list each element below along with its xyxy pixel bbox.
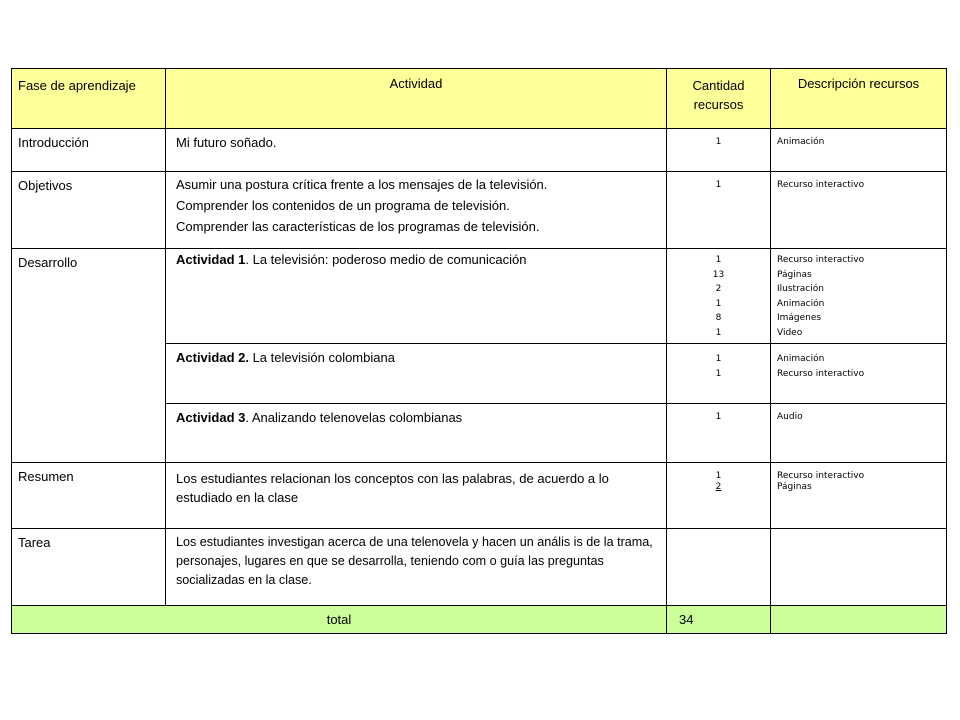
activity-title: La televisión colombiana bbox=[248, 350, 395, 365]
actividad-cell bbox=[166, 344, 667, 404]
cantidad-cell bbox=[667, 249, 771, 344]
cantidad-cell bbox=[667, 172, 771, 249]
cantidad-cell bbox=[667, 344, 771, 404]
actividad-cell bbox=[166, 249, 667, 344]
descripcion-cell bbox=[771, 129, 947, 172]
descripcion-value: Ilustración bbox=[777, 284, 824, 294]
descripcion-cell bbox=[771, 404, 947, 463]
activity-title: . Analizando telenovelas colombianas bbox=[245, 410, 463, 425]
descripcion-value: Audio bbox=[777, 412, 803, 422]
cantidad-value: 1 bbox=[715, 327, 722, 338]
descripcion-value: Recurso interactivo bbox=[777, 368, 865, 379]
cantidad-value: 1 bbox=[715, 180, 722, 190]
fase-cell: Objetivos bbox=[12, 172, 166, 249]
descripcion-value: Imágenes bbox=[777, 313, 822, 323]
cantidad-value: 1 bbox=[715, 471, 722, 481]
descripcion-value: Páginas bbox=[777, 269, 812, 280]
actividad-cell: Los estudiantes relacionan los conceptos con las palabras, de acuerdo a lo estudiado en la clase bbox=[166, 463, 667, 529]
cantidad-cell bbox=[667, 463, 771, 529]
cantidad-value: 2 bbox=[715, 482, 722, 492]
cantidad-cell bbox=[667, 529, 771, 606]
cantidad-cell bbox=[667, 129, 771, 172]
descripcion-value: Animación bbox=[777, 137, 825, 147]
descripcion-cell bbox=[771, 172, 947, 249]
descripcion-cell bbox=[771, 344, 947, 404]
fase-cell: Desarrollo bbox=[12, 249, 166, 463]
cantidad-value: 1 bbox=[715, 368, 722, 379]
descripcion-cell bbox=[771, 249, 947, 344]
objective-line: Comprender las características de los programas de televisión. bbox=[176, 219, 540, 234]
fase-cell: Resumen bbox=[12, 463, 166, 529]
cantidad-value: 1 bbox=[715, 412, 722, 422]
activity-title: . La televisión: poderoso medio de comunicación bbox=[245, 252, 527, 267]
cantidad-value: 1 bbox=[715, 137, 722, 147]
cantidad-value: 1 bbox=[715, 255, 722, 265]
fase-cell: Tarea bbox=[12, 529, 166, 606]
activity-number: Actividad 1 bbox=[176, 252, 246, 267]
header-row bbox=[12, 69, 947, 129]
activity-number: Actividad 3 bbox=[176, 410, 246, 425]
descripcion-cell bbox=[771, 463, 947, 529]
header-descripcion: Descripción recursos bbox=[771, 69, 947, 129]
header-cantidad: Cantidad recursos bbox=[667, 69, 771, 129]
actividad-cell: Los estudiantes investigan acerca de una telenovela y hacen un anális is de la trama, personajes, lugares en que se desarrolla, teniendo com o guía las preguntas socializadas en la clase. bbox=[166, 529, 667, 606]
descripcion-cell bbox=[771, 529, 947, 606]
descripcion-value: Recurso interactivo bbox=[777, 180, 865, 190]
cantidad-value: 1 bbox=[715, 354, 722, 364]
activity-number: Actividad 2. bbox=[176, 350, 249, 365]
table-row-resumen bbox=[12, 463, 947, 529]
descripcion-value: Animación bbox=[777, 354, 825, 364]
total-empty-cell bbox=[771, 606, 947, 634]
total-label: total bbox=[12, 606, 667, 634]
cantidad-value: 13 bbox=[712, 269, 725, 280]
descripcion-value: Recurso interactivo bbox=[777, 255, 865, 265]
objective-line: Asumir una postura crítica frente a los mensajes de la televisión. bbox=[176, 177, 548, 192]
table-row-objetivos bbox=[12, 172, 947, 249]
fase-cell: Introducción bbox=[12, 129, 166, 172]
descripcion-value: Animación bbox=[777, 298, 825, 309]
cantidad-value: 2 bbox=[715, 284, 722, 294]
table-row-tarea bbox=[12, 529, 947, 606]
cantidad-value: 1 bbox=[715, 298, 722, 309]
cantidad-value: 8 bbox=[715, 313, 722, 323]
table-row-introduccion bbox=[12, 129, 947, 172]
actividad-cell bbox=[166, 404, 667, 463]
header-actividad: Actividad bbox=[166, 69, 667, 129]
cantidad-cell bbox=[667, 404, 771, 463]
header-fase: Fase de aprendizaje bbox=[12, 69, 166, 129]
table-row-desarrollo-1 bbox=[12, 249, 947, 344]
descripcion-value: Video bbox=[777, 327, 803, 338]
descripcion-value: Páginas bbox=[777, 482, 812, 492]
total-row bbox=[12, 606, 947, 634]
actividad-cell bbox=[166, 172, 667, 249]
descripcion-value: Recurso interactivo bbox=[777, 471, 865, 481]
total-sum: 34 bbox=[667, 606, 771, 634]
actividad-cell: Mi futuro soñado. bbox=[166, 129, 667, 172]
resources-table bbox=[11, 68, 947, 634]
objective-line: Comprender los contenidos de un programa de televisión. bbox=[176, 198, 510, 213]
